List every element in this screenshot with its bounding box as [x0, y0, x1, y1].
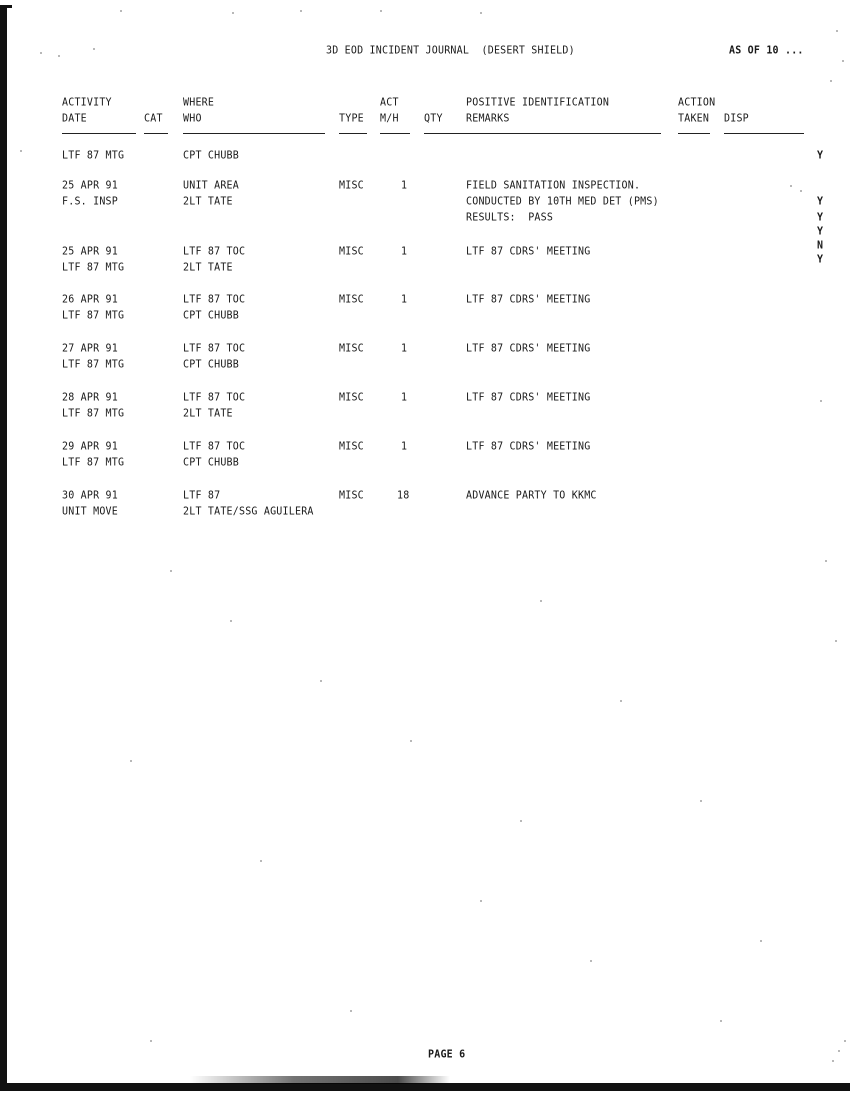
row-who: CPT CHUBB — [183, 310, 239, 322]
row-who: CPT CHUBB — [183, 359, 239, 371]
row-who: CPT CHUBB — [183, 457, 239, 469]
col-mh: M/H — [380, 113, 399, 125]
col-where: WHERE — [183, 97, 215, 109]
row-remarks: LTF 87 CDRS' MEETING — [466, 246, 591, 258]
scan-edge-bottom — [0, 1083, 850, 1091]
as-of-date: AS OF 10 ... — [729, 45, 804, 57]
row-type: MISC — [339, 343, 364, 355]
row-mh: 1 — [401, 441, 408, 453]
row-mh: 1 — [401, 180, 408, 192]
row-activity: LTF 87 MTG — [62, 408, 125, 420]
col-type: TYPE — [339, 113, 364, 125]
col-cat: CAT — [144, 113, 163, 125]
row-who: 2LT TATE/SSG AGUILERA — [183, 506, 314, 518]
row-remarks: RESULTS: PASS — [466, 212, 554, 224]
row-where: LTF 87 TOC — [183, 392, 246, 404]
row-date: 25 APR 91 — [62, 246, 118, 258]
row-mh: 1 — [401, 343, 408, 355]
row-activity: LTF 87 MTG — [62, 359, 125, 371]
row-remarks: FIELD SANITATION INSPECTION. — [466, 180, 641, 192]
row-remarks: LTF 87 CDRS' MEETING — [466, 441, 591, 453]
col-who: WHO — [183, 113, 202, 125]
row-type: MISC — [339, 490, 364, 502]
row-type: MISC — [339, 441, 364, 453]
margin-mark: N — [817, 240, 824, 252]
scan-edge-top — [0, 5, 12, 8]
row-type: MISC — [339, 246, 364, 258]
margin-mark: Y — [817, 150, 824, 162]
header-rule — [724, 133, 804, 134]
header-rule — [380, 133, 410, 134]
row-remarks: LTF 87 CDRS' MEETING — [466, 343, 591, 355]
col-remarks: REMARKS — [466, 113, 510, 125]
row-activity: LTF 87 MTG — [62, 310, 125, 322]
row-type: MISC — [339, 392, 364, 404]
col-date: DATE — [62, 113, 87, 125]
journal-title: 3D EOD INCIDENT JOURNAL (DESERT SHIELD) — [326, 45, 575, 57]
page-number: PAGE 6 — [428, 1049, 466, 1061]
row-date: 26 APR 91 — [62, 294, 118, 306]
row-where: LTF 87 — [183, 490, 221, 502]
row-mh: 1 — [401, 246, 408, 258]
header-rule — [424, 133, 661, 134]
col-taken: TAKEN — [678, 113, 710, 125]
col-qty: QTY — [424, 113, 443, 125]
row-date: 25 APR 91 — [62, 180, 118, 192]
header-rule — [62, 133, 136, 134]
row-activity: UNIT MOVE — [62, 506, 118, 518]
row-type: MISC — [339, 294, 364, 306]
row-remarks: LTF 87 CDRS' MEETING — [466, 294, 591, 306]
row-where: UNIT AREA — [183, 180, 239, 192]
row-activity: LTF 87 MTG — [62, 150, 125, 162]
scan-shadow — [190, 1076, 450, 1084]
row-who: 2LT TATE — [183, 196, 233, 208]
row-type: MISC — [339, 180, 364, 192]
header-rule — [183, 133, 325, 134]
col-disp: DISP — [724, 113, 749, 125]
row-date: 27 APR 91 — [62, 343, 118, 355]
row-where: LTF 87 TOC — [183, 441, 246, 453]
row-remarks: LTF 87 CDRS' MEETING — [466, 392, 591, 404]
col-action: ACTION — [678, 97, 716, 109]
header-rule — [144, 133, 168, 134]
col-act: ACT — [380, 97, 399, 109]
margin-mark: Y — [817, 196, 824, 208]
row-date: 28 APR 91 — [62, 392, 118, 404]
row-who: 2LT TATE — [183, 408, 233, 420]
col-positive-id: POSITIVE IDENTIFICATION — [466, 97, 610, 109]
row-activity: F.S. INSP — [62, 196, 118, 208]
row-where: LTF 87 TOC — [183, 294, 246, 306]
row-activity: LTF 87 MTG — [62, 457, 125, 469]
row-date: 30 APR 91 — [62, 490, 118, 502]
margin-mark: Y — [817, 212, 824, 224]
header-rule — [678, 133, 710, 134]
row-mh: 18 — [397, 490, 410, 502]
header-rule — [339, 133, 367, 134]
scan-edge-left — [0, 6, 7, 1086]
row-activity: LTF 87 MTG — [62, 262, 125, 274]
row-mh: 1 — [401, 294, 408, 306]
row-date: 29 APR 91 — [62, 441, 118, 453]
margin-mark: Y — [817, 226, 824, 238]
row-who: CPT CHUBB — [183, 150, 239, 162]
margin-mark: Y — [817, 254, 824, 266]
col-activity: ACTIVITY — [62, 97, 112, 109]
row-where: LTF 87 TOC — [183, 246, 246, 258]
row-mh: 1 — [401, 392, 408, 404]
row-where: LTF 87 TOC — [183, 343, 246, 355]
row-who: 2LT TATE — [183, 262, 233, 274]
row-remarks: CONDUCTED BY 10TH MED DET (PMS) — [466, 196, 659, 208]
row-remarks: ADVANCE PARTY TO KKMC — [466, 490, 597, 502]
